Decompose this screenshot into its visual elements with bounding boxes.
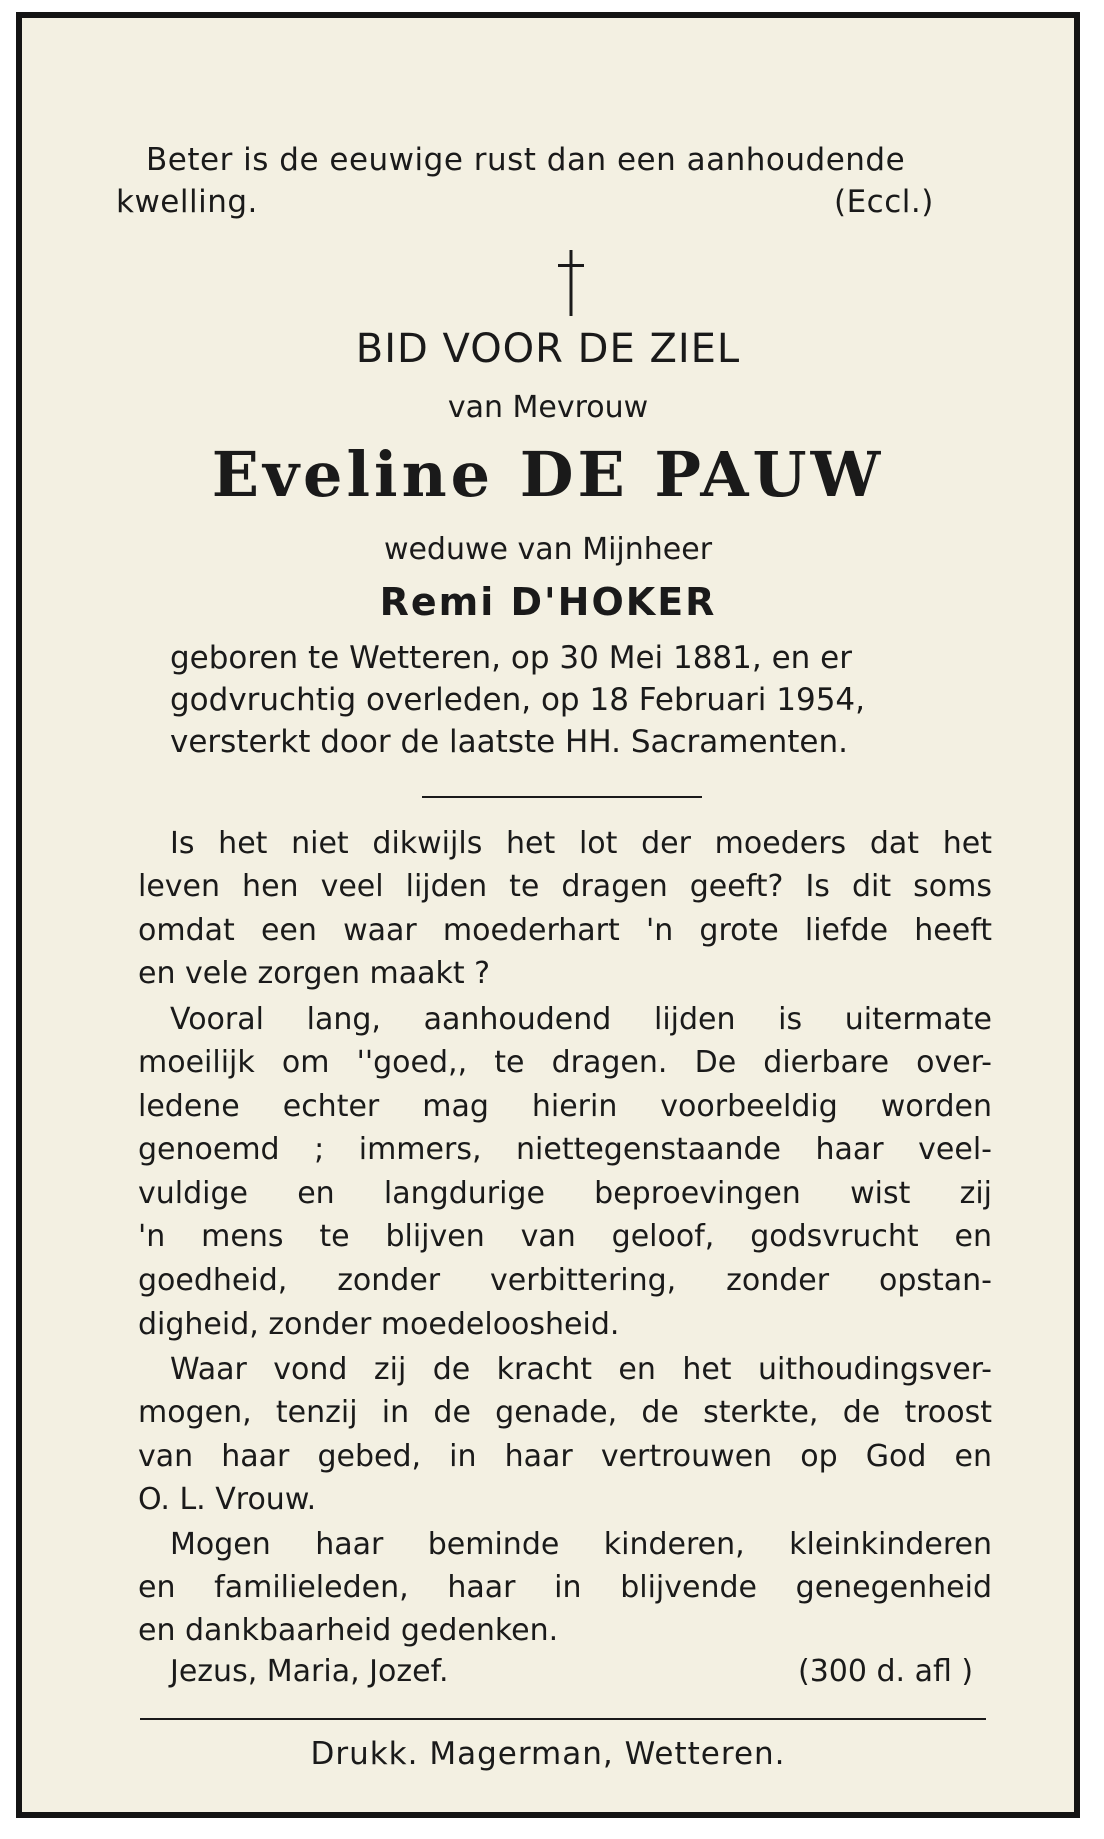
epigraph-source: (Eccl.) — [834, 184, 934, 220]
epigraph-line-2: kwelling. — [116, 184, 258, 220]
paragraph-4-end — [138, 1609, 992, 1653]
paragraph-1-cont — [138, 865, 992, 952]
closing-prayer: Jezus, Maria, Jozef. — [170, 1654, 449, 1689]
paragraph-2-cont — [138, 1041, 992, 1302]
cross-icon — [558, 250, 584, 316]
p4-line-2: en familieleden, haar in blijvende genegenheid — [138, 1570, 992, 1605]
p3-line-4: O. L. Vrouw. — [138, 1482, 317, 1517]
p2-line-2: moeilijk om ''goed,, te dragen. De dierbare over- — [138, 1045, 992, 1080]
memorial-card — [16, 12, 1080, 1818]
p1-line-2: leven hen veel lijden te dragen geeft? Is dit soms — [138, 869, 992, 904]
weduwe-line: weduwe van Mijnheer — [383, 532, 713, 567]
p2-line-1: Vooral lang, aanhoudend lijden is uitermate — [170, 1002, 992, 1037]
paragraph-3-end — [138, 1478, 992, 1522]
p1-line-4: en vele zorgen maakt ? — [138, 956, 491, 991]
paragraph-1 — [138, 822, 992, 866]
card-content — [22, 18, 1074, 1812]
p2-line-7: goedheid, zonder verbittering, zonder opstan- — [138, 1262, 992, 1298]
details-line-3: versterkt door de laatste HH. Sacramenten. — [170, 724, 848, 760]
printer-credit: Drukk. Magerman, Wetteren. — [310, 1736, 786, 1772]
paragraph-3-cont — [138, 1391, 992, 1478]
divider-top — [422, 796, 702, 798]
p3-line-3: van haar gebed, in haar vertrouwen op God en — [138, 1438, 992, 1474]
epigraph-line-1: Beter is de eeuwige rust dan een aanhoudende — [146, 142, 906, 178]
p1-line-1: Is het niet dikwijls het lot der moeders dat het — [170, 826, 992, 861]
p3-line-1: Waar vond zij de kracht en het uithoudingsver- — [170, 1352, 992, 1387]
p1-line-3: omdat een waar moederhart 'n grote liefde heeft — [138, 912, 992, 948]
title: BID VOOR DE ZIEL — [355, 326, 741, 372]
p4-line-1: Mogen haar beminde kinderen, kleinkinderen — [170, 1527, 992, 1562]
details-line-2: godvruchtig overleden, op 18 Februari 1954, — [170, 682, 866, 718]
deceased-name: Eveline DE PAUW — [211, 438, 885, 511]
p2-line-4: genoemd ; immers, niettegenstaande haar veel- — [138, 1132, 992, 1167]
paragraph-4 — [138, 1523, 992, 1567]
paragraph-4-cont — [138, 1566, 992, 1610]
divider-bottom — [140, 1718, 986, 1720]
details-line-1: geboren te Wetteren, op 30 Mei 1881, en er — [170, 640, 852, 676]
p2-line-6: 'n mens te blijven van geloof, godsvrucht en — [138, 1219, 992, 1254]
paragraph-2 — [138, 998, 992, 1042]
paragraph-1-end — [138, 952, 992, 996]
indulgence: (300 d. afl ) — [798, 1654, 974, 1689]
paragraph-2-end — [138, 1303, 992, 1347]
p3-line-2: mogen, tenzij in de genade, de sterkte, de troost — [138, 1395, 992, 1430]
p4-line-3: en dankbaarheid gedenken. — [138, 1613, 559, 1648]
spouse-name: Remi D'HOKER — [379, 580, 717, 624]
p2-line-8: digheid, zonder moedeloosheid. — [138, 1307, 620, 1342]
p2-line-5: vuldige en langdurige beproevingen wist zij — [138, 1175, 992, 1211]
paragraph-3 — [138, 1348, 992, 1392]
p2-line-3: ledene echter mag hierin voorbeeldig worden — [138, 1088, 992, 1124]
van-mevrouw: van Mevrouw — [447, 390, 649, 425]
